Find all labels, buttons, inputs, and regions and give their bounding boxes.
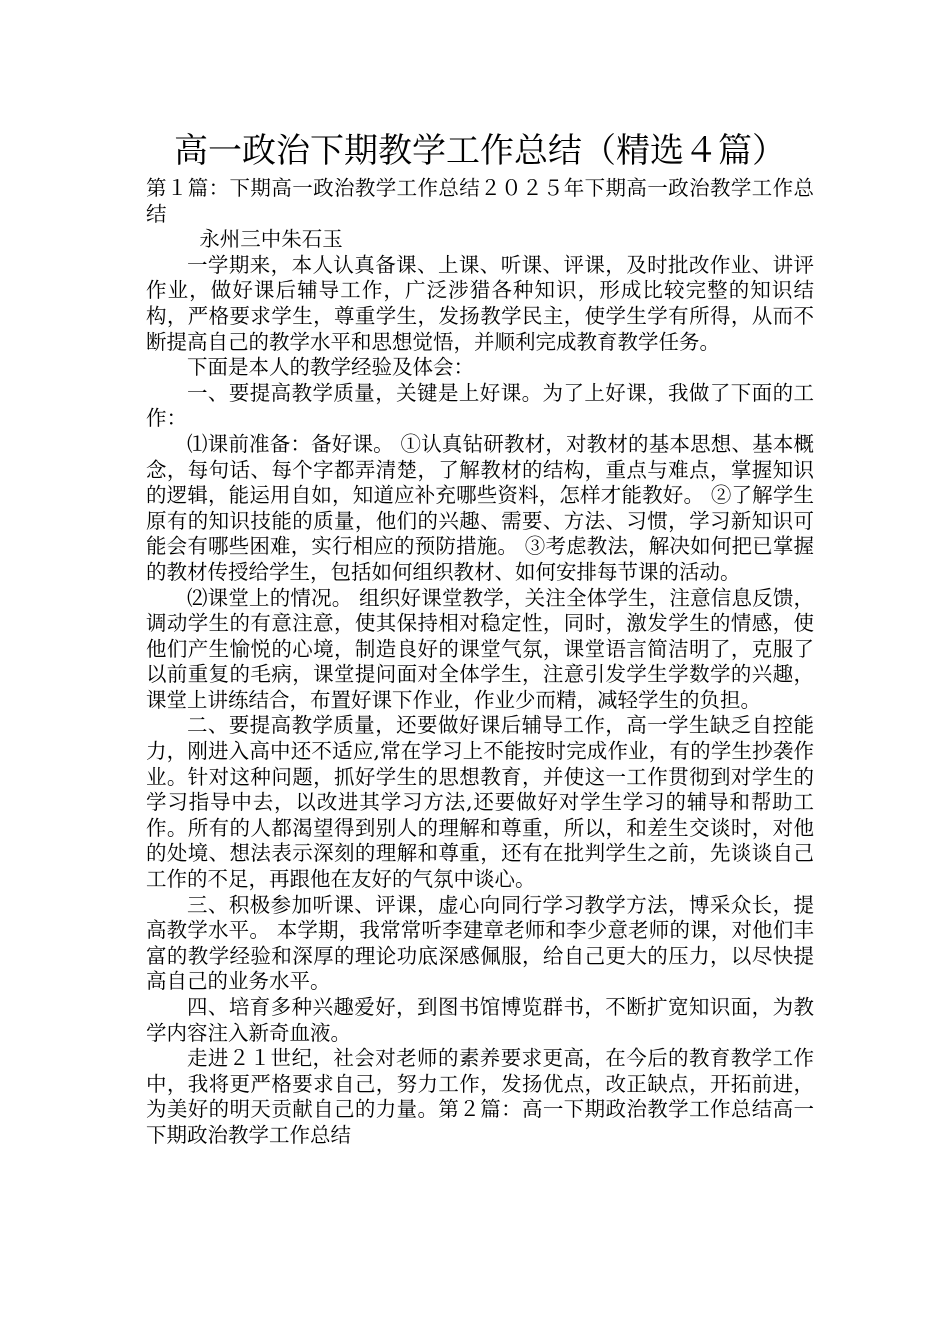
document-page	[146, 128, 814, 1149]
body-paragraph: 二、要提高教学质量，还要做好课后辅导工作，高一学生缺乏自控能力，刚进入高中还不适应,常在学习上不能按时完成作业，有的学生抄袭作业。针对这种问题，抓好学生的思想教育，并使这一工作贯彻到对学生的学习指导中去，以改进其学习方法,还要做好对学生学习的辅导和帮助工作。所有的人都渴望得到别人的理解和尊重，所以，和差生交谈时，对他的处境、想法表示深刻的理解和尊重，还有在批判学生之前，先谈谈自己工作的不足，再跟他在友好的气氛中谈心。	[146, 713, 814, 892]
chapter-heading: 第１篇：下期高一政治教学工作总结２０２５年下期高一政治教学工作总结	[146, 176, 814, 226]
body-paragraph: 三、积极参加听课、评课，虚心向同行学习教学方法，博采众长，提高教学水平。 本学期，我常常听李建章老师和李少意老师的课，对他们丰富的教学经验和深厚的理论功底深感佩服，给自己更大的压力，以尽快提高自己的业务水平。	[146, 892, 814, 994]
body-paragraph: ⑴课前准备：备好课。 ①认真钻研教材，对教材的基本思想、基本概念，每句话、每个字都弄清楚，了解教材的结构，重点与难点，掌握知识的逻辑，能运用自如，知道应补充哪些资料，怎样才能教好。 ②了解学生原有的知识技能的质量，他们的兴趣、需要、方法、习惯，学习新知识可能会有哪些困难，实行相应的预防措施。 ③考虑教法，解决如何把已掌握的教材传授给学生，包括如何组织教材、如何安排每节课的活动。	[146, 431, 814, 584]
body-paragraph: 下面是本人的教学经验及体会：	[187, 355, 474, 380]
section-heading: 一、要提高教学质量，关键是上好课。为了上好课，我做了下面的工作：	[146, 380, 814, 431]
body-paragraph: 四、培育多种兴趣爱好，到图书馆博览群书，不断扩宽知识面，为教学内容注入新奇血液。	[146, 995, 814, 1045]
body-paragraph: 一学期来，本人认真备课、上课、听课、评课，及时批改作业、讲评作业，做好课后辅导工作，广泛涉猎各种知识，形成比较完整的知识结构，严格要求学生，尊重学生，发扬教学民主，使学生学有所得，从而不断提高自己的教学水平和思想觉悟，并顺利完成教育教学任务。	[146, 252, 814, 354]
body-paragraph: ⑵课堂上的情况。 组织好课堂教学，关注全体学生，注意信息反馈，调动学生的有意注意，使其保持相对稳定性，同时，激发学生的情感，使他们产生愉悦的心境，制造良好的课堂气氛，课堂语言简洁明了，克服了以前重复的毛病，课堂提问面对全体学生，注意引发学生学数学的兴趣，课堂上讲练结合，布置好课下作业，作业少而精，减轻学生的负担。	[146, 585, 814, 712]
author-line: 永州三中朱石玉	[199, 227, 343, 252]
document-title: 高一政治下期教学工作总结（精选４篇）	[174, 131, 786, 171]
body-paragraph: 走进２１世纪，社会对老师的素养要求更高，在今后的教育教学工作中，我将更严格要求自己，努力工作，发扬优点，改正缺点，开拓前进，为美好的明天贡献自己的力量。第２篇：高一下期政治教学工作总结高一下期政治教学工作总结	[146, 1046, 814, 1147]
